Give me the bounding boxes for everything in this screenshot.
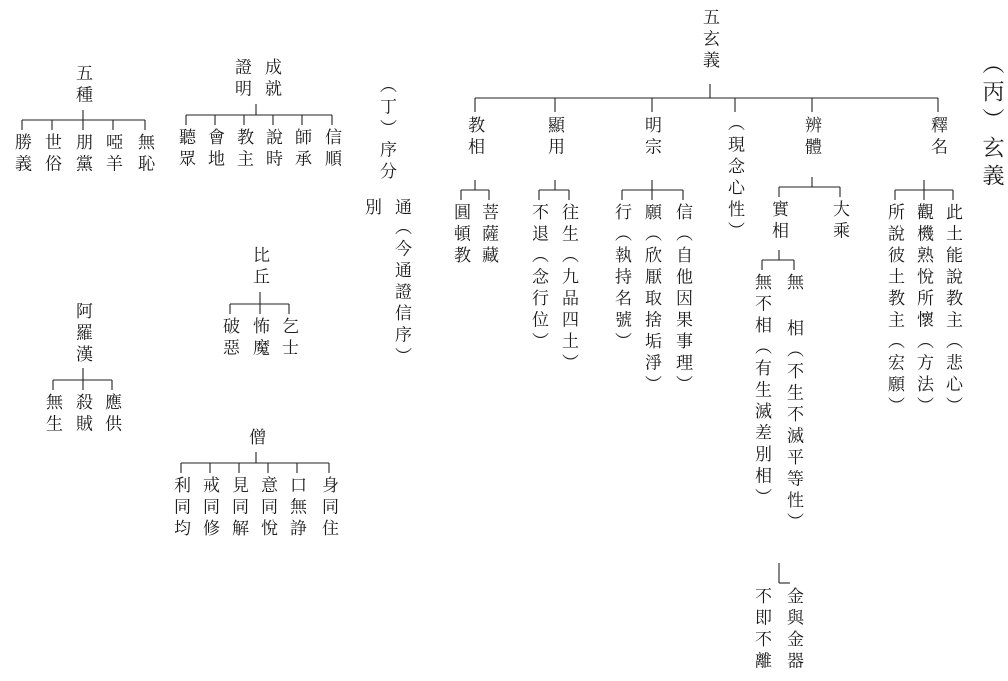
seng-item-5: 戒同修: [199, 476, 219, 541]
five-xuan-item-shiming: 釋名: [927, 116, 947, 159]
aluohan-item-3: 無生: [42, 393, 62, 436]
shixiang-wuxiang: 無 相（不生不滅平等性）: [783, 273, 803, 534]
chengjiu-item-2: 師承: [291, 128, 311, 171]
bianti-further-2: 不即不離: [751, 587, 771, 673]
shiming-sub-1: 此土能說教主（悲心）: [942, 203, 962, 418]
mingzong-sub-xing: 行（執持名號）: [611, 203, 631, 354]
wuzhong-item-4: 世俗: [41, 133, 61, 176]
bianti-sub-dacheng: 大乘: [829, 200, 849, 243]
shiming-sub-3: 所說彼土教主（宏願）: [884, 203, 904, 418]
jiaoxiang-sub-yuandunjiao: 圓頓教: [450, 203, 470, 268]
chengjiu-item-1: 信順: [321, 128, 341, 171]
five-xuan-root: 五玄義: [699, 8, 719, 73]
seng-item-2: 口無諍: [286, 476, 306, 541]
five-xuan-item-xiannianxinxing: （現念心性）: [724, 114, 744, 243]
aluohan-item-1: 應供: [101, 393, 121, 436]
wuzhong-item-3: 朋黨: [72, 133, 92, 176]
mingzong-sub-xin: 信（自他因果事理）: [672, 203, 692, 397]
jiaoxiang-sub-pusazang: 菩薩藏: [478, 203, 498, 268]
wuzhong-item-1: 無恥: [134, 133, 154, 176]
seng-item-4: 見同解: [228, 476, 248, 541]
shiming-sub-2: 觀機熟悅所懷（方法）: [913, 203, 933, 418]
seng-item-6: 利同均: [170, 476, 190, 541]
ding-bie: 別: [361, 198, 381, 220]
seng-root: 僧: [245, 428, 265, 450]
biqiu-root: 比丘: [249, 246, 269, 289]
ding-tong: 通: [391, 198, 411, 220]
biqiu-item-1: 乞士: [278, 317, 298, 360]
shixiang-wubuxiang: 無不相（有生滅差別相）: [751, 273, 771, 510]
chengjiu-item-5: 會地: [204, 128, 224, 171]
aluohan-root: 阿羅漢: [72, 302, 92, 367]
zhengming-root: 證明: [231, 58, 251, 101]
five-xuan-item-jiaoxiang: 教相: [464, 116, 484, 159]
five-xuan-item-mingzong: 明宗: [641, 116, 661, 159]
chengjiu-item-3: 說時: [262, 128, 282, 171]
ding-heading: （丁）序分: [376, 76, 396, 184]
five-xuan-item-xianyong: 顯用: [544, 116, 564, 159]
five-xuan-item-bianti: 辨體: [801, 116, 821, 159]
section-label-bing-xuanyi: （丙）玄義: [979, 52, 1004, 192]
bianti-sub-shixiang: 實相: [768, 200, 788, 243]
ding-tong-note: （今通證信序）: [391, 218, 411, 369]
wuzhong-root: 五種: [72, 64, 92, 107]
seng-item-1: 身同住: [318, 476, 338, 541]
biqiu-item-3: 破惡: [219, 317, 239, 360]
chengjiu-item-4: 教主: [233, 128, 253, 171]
bianti-further-1: 金與金器: [783, 587, 803, 673]
aluohan-item-2: 殺賊: [72, 393, 92, 436]
chengjiu-item-6: 聽眾: [175, 128, 195, 171]
xianyong-sub-butui: 不退（念行位）: [528, 203, 548, 354]
biqiu-item-2: 怖魔: [249, 317, 269, 360]
wuzhong-item-2: 啞羊: [102, 133, 122, 176]
chengjiu-root: 成就: [261, 58, 281, 101]
mingzong-sub-yuan: 願（欣厭取捨垢淨）: [641, 203, 661, 397]
wuzhong-item-5: 勝義: [11, 133, 31, 176]
seng-item-3: 意同悅: [257, 476, 277, 541]
xianyong-sub-wangsheng: 往生（九品四土）: [558, 203, 578, 375]
